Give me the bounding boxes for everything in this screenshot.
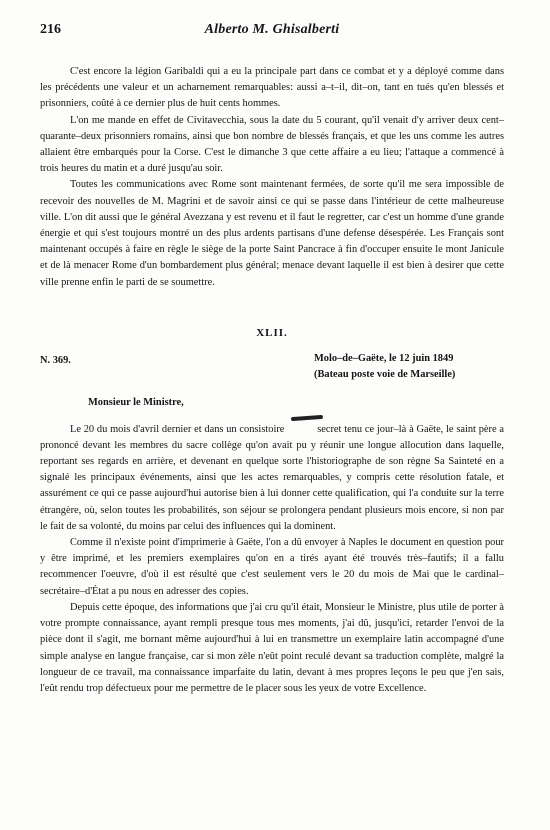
paragraph: L'on me mande en effet de Civitavecchia, sous la date du 5 courant, qu'il venait d'y arriver deux cent–quarante–deux prisonniers romains, ainsi que bon nombre de blessés français, et que les uns comme les autres allaient être embarqués pour la Corse. C'est le dimanche 3 que cette affaire a eu lieu; l'attaque a commencé à trois heures du matin et a duré jusqu'au soir. xyxy=(40,114,504,175)
page-body xyxy=(40,64,504,697)
paragraph-text: tenu ce jour–là à Gaëte, le saint père a prononcé devant les membres du sacre collège qu'on avait pu y réunir une longue allocution dans laquelle, reportant ses regards en arrière, et devenant en quelque sorte l'historiographe de son règne Sa Sainteté en a signalé les principaux événements, ainsi que les actes remarquables, y compris cette résolution fatale, et assurément ce qui ce passe aujourd'hui autorise bien à lui donner cette qualification, qui l'a conduite sur la terre étrangère, où, selon toutes les probabilités, son séjour se prolongera pendant plusieurs mois encore, si non par le fait de sa volonté, du moins par celui des influences qui la dominent. xyxy=(40,423,504,532)
annotated-word: secret xyxy=(287,422,341,438)
paragraph: Toutes les communications avec Rome sont maintenant fermées, de sorte qu'il me sera impossible de recevoir des nouvelles de M. Magrini et de savoir ainsi ce qui se passe dans l'intérieur de cette malheureuse ville. L'on dit aussi que le général Avezzana y est revenu et il faut le regretter, car c'est un homme d'une grande énergie et qui s'est toujours montré un des plus ardents partisans d'une defense désespérée. Les Français sont maintenant occupés à faire en règle le siège de la porte Saint Pancrace à fin d'occuper ensuite le mont Janicule et de là menacer Rome d'un bombardement plus général; menace devant laquelle il est bien à desirer que cette ville prenne enfin le parti de se soumettre. xyxy=(40,179,504,288)
letter-paragraph: Depuis cette époque, des informations que j'ai cru qu'il était, Monsieur le Ministre, plus utile de porter à votre prompte connaissance, ayant rempli presque tous mes moments, j'ai dû, jusqu'ici, retarder l'envoi de la pièce dont il s'agit, me bornant même aujourd'hui à lui en transmettre un exemplaire latin accompagné d'une simple analyse en langue française, car si mon zèle n'eût point reculé devant sa traduction complète, malgré la longueur de ce travail, ma connaissance imparfaite du latin, devant à mes propres leçons le peu que j'en sais, l'eût rendu trop défectueux pour me permettre de le placer sous les yeux de votre Excellence. xyxy=(40,601,504,694)
letter-paragraph xyxy=(40,422,504,535)
letter-number: N. 369. xyxy=(40,355,71,367)
page-number: 216 xyxy=(40,22,61,37)
page-header xyxy=(40,22,504,42)
letter-header xyxy=(40,351,504,383)
dispatch-route: (Bateau poste voie de Marseille) xyxy=(314,369,456,381)
salutation: Monsieur le Ministre, xyxy=(88,397,184,409)
running-title: Alberto M. Ghisalberti xyxy=(204,22,340,37)
date-place: Molo–de–Gaëte, le 12 juin 1849 xyxy=(314,353,454,365)
section-heading: XLII. xyxy=(256,326,288,339)
paragraph: C'est encore la légion Garibaldi qui a eu la principale part dans ce combat et y a déployé comme dans les précédents une valeur et un acharnement remarquables: aussi a–t–il, dit–on, tant en tués qu'en blessés et prisonniers, coûté à ce dernier plus de huit cents hommes. xyxy=(40,66,504,110)
paragraph-text: Le 20 du mois d'avril dernier et dans un consistoire xyxy=(70,423,288,435)
letter-paragraph: Comme il n'existe point d'imprimerie à Gaëte, l'on a dû envoyer à Naples le document en question pour y être imprimé, et les premiers exemplaires qu'on en a tirés ayant été trouvés très–fautifs; il a fallu recommencer l'oeuvre, d'où il est résulté que c'est seulement vers le 20 du mois de Mai que le cardinal–secrétaire–d'État a pu nous en adresser des copies. xyxy=(40,537,504,597)
dateline xyxy=(314,351,504,383)
